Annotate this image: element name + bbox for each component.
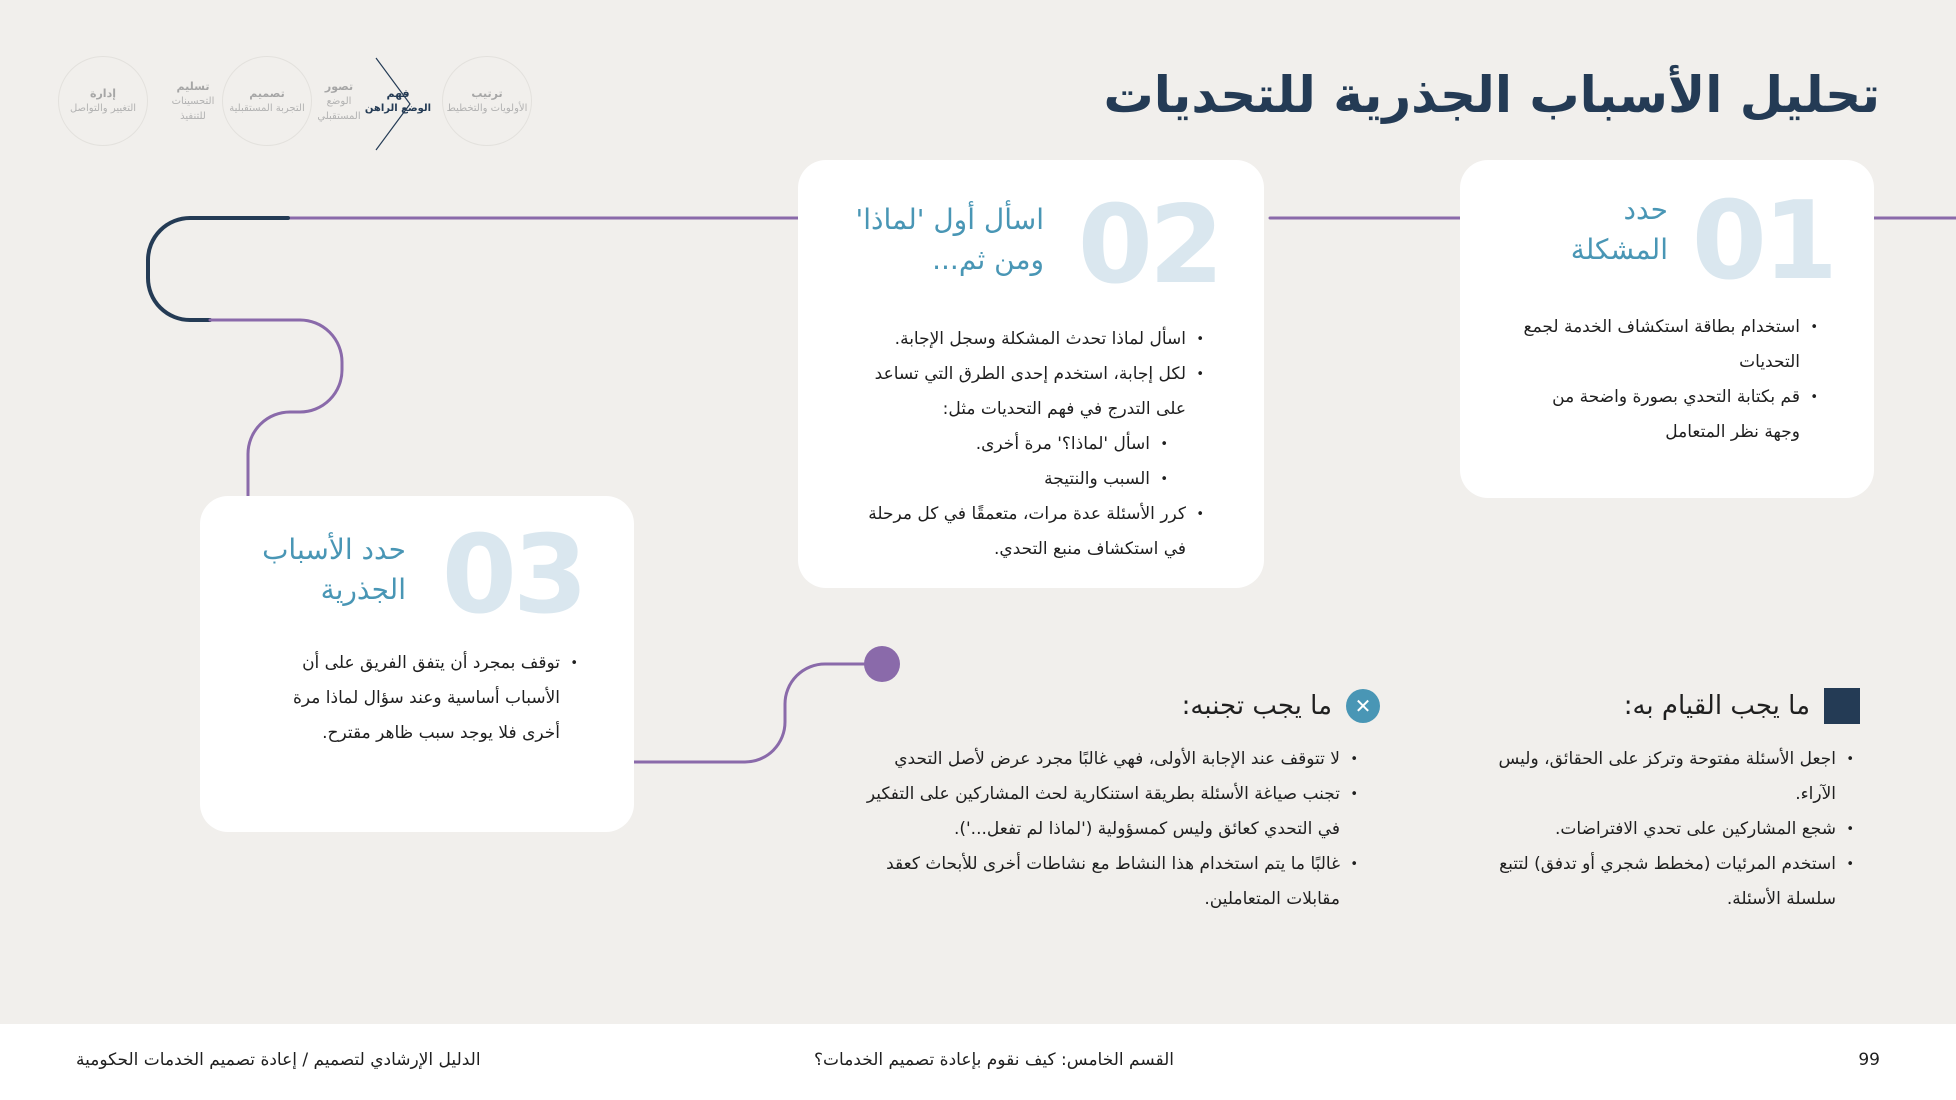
list-item: • قم بكتابة التحدي بصورة واضحة من وجهة نظر المتعامل: [1518, 380, 1818, 450]
stage-manage[interactable]: [58, 56, 148, 146]
square-icon: [1824, 688, 1860, 724]
step-card-02: [798, 160, 1264, 588]
path-segment-bottom: [634, 664, 880, 762]
step-list: [844, 322, 1204, 567]
stage-sub: الوضع الراهن: [364, 103, 432, 114]
step-number: 01: [1691, 179, 1834, 304]
step-heading-line: حدد الأسباب: [262, 533, 406, 566]
step-card-03: [200, 496, 634, 832]
list-item: • استخدام بطاقة استكشاف الخدمة لجمع التحديات: [1518, 310, 1818, 380]
do-panel-title: ما يجب القيام به:: [1623, 691, 1810, 721]
avoid-panel: [858, 686, 1380, 917]
list-item: • لا تتوقف عند الإجابة الأولى، فهي غالبًا مجرد عرض لأصل التحدي: [858, 742, 1358, 777]
step-heading: [856, 200, 1044, 280]
list-item: • اسأل لماذا تحدث المشكلة وسجل الإجابة.: [844, 322, 1204, 357]
list-sub-item: • السبب والنتيجة: [844, 462, 1168, 497]
stage-sub: التغيير والتواصل: [69, 103, 137, 114]
avoid-panel-title: ما يجب تجنبه:: [1181, 691, 1332, 721]
list-item: • شجع المشاركين على تحدي الافتراضات.: [1456, 812, 1854, 847]
stage-prioritize[interactable]: [442, 56, 532, 146]
stage-design[interactable]: [222, 56, 312, 146]
list-item: • غالبًا ما يتم استخدام هذا النشاط مع نشاطات أخرى للأبحاث كعقد مقابلات المتعاملين.: [858, 847, 1358, 917]
list-item: • استخدم المرئيات (مخطط شجري أو تدفق) لتتبع سلسلة الأسئلة.: [1456, 847, 1854, 917]
step-number: 03: [441, 513, 584, 638]
avoid-panel-heading: [858, 686, 1380, 726]
close-circle-icon: ✕: [1346, 689, 1380, 723]
stage-sub: التجربة المستقبلية: [229, 103, 305, 114]
stage-title: إدارة: [89, 87, 116, 100]
list-item: • لكل إجابة، استخدم إحدى الطرق التي تساعد على التدرج في فهم التحديات مثل:: [844, 357, 1204, 427]
stage-title: ترتيب: [471, 87, 503, 100]
page-footer: [0, 1024, 1956, 1100]
chevron-right-icon: [374, 56, 414, 152]
step-heading-line: حدد: [1623, 193, 1668, 226]
step-card-01: [1460, 160, 1874, 498]
stage-title: فهم: [386, 87, 410, 100]
stage-sub: التحسينات للتنفيذ: [171, 95, 215, 122]
list-item: • توقف بمجرد أن يتفق الفريق على أن الأسباب أساسية وعند سؤال لماذا مرة أخرى فلا يوجد سبب ظاهر مقترح.: [278, 646, 578, 751]
step-heading-line: اسأل أول 'لماذا': [855, 203, 1044, 236]
step-list: [1518, 310, 1818, 450]
step-list: [278, 646, 578, 751]
stage-navigator: [58, 56, 538, 152]
step-heading: [1571, 190, 1668, 270]
stage-sub: الأولويات والتخطيط: [446, 103, 528, 114]
step-heading-line: ومن ثم...: [932, 243, 1044, 276]
stage-envision[interactable]: [304, 56, 374, 146]
step-heading-line: الجذرية: [320, 573, 406, 606]
path-curve-navy: [148, 218, 288, 320]
step-heading-line: المشكلة: [1570, 233, 1668, 266]
stage-title: تصور: [324, 79, 354, 93]
footer-page-number: 99: [1858, 1050, 1880, 1070]
list-sub-item: • اسأل 'لماذا؟' مرة أخرى.: [844, 427, 1168, 462]
list-item: • تجنب صياغة الأسئلة بطريقة استنكارية لحث المشاركين على التفكير في التحدي كعائق وليس كمسؤولية ('لماذا لم تفعل...').: [858, 777, 1358, 847]
page-title: تحليل الأسباب الجذرية للتحديات: [1103, 66, 1880, 124]
stage-title: تصميم: [249, 87, 285, 100]
path-curve-purple: [210, 320, 342, 496]
avoid-list: [858, 742, 1380, 917]
do-panel-heading: [1456, 686, 1860, 726]
footer-guide-title: الدليل الإرشادي لتصميم / إعادة تصميم الخدمات الحكومية: [76, 1050, 481, 1070]
path-end-dot: [864, 646, 900, 682]
stage-deliver[interactable]: [158, 56, 228, 146]
list-item: • كرر الأسئلة عدة مرات، متعمقًا في كل مرحلة في استكشاف منبع التحدي.: [844, 497, 1204, 567]
do-panel: [1456, 686, 1860, 917]
step-heading: [262, 530, 406, 610]
stage-sub: الوضع المستقبلي: [317, 95, 361, 122]
footer-section: القسم الخامس: كيف نقوم بإعادة تصميم الخدمات؟: [814, 1050, 1174, 1070]
step-number: 02: [1077, 183, 1220, 308]
list-item: • اجعل الأسئلة مفتوحة وتركز على الحقائق، وليس الآراء.: [1456, 742, 1854, 812]
do-list: [1456, 742, 1860, 917]
stage-title: تسليم: [176, 79, 210, 93]
